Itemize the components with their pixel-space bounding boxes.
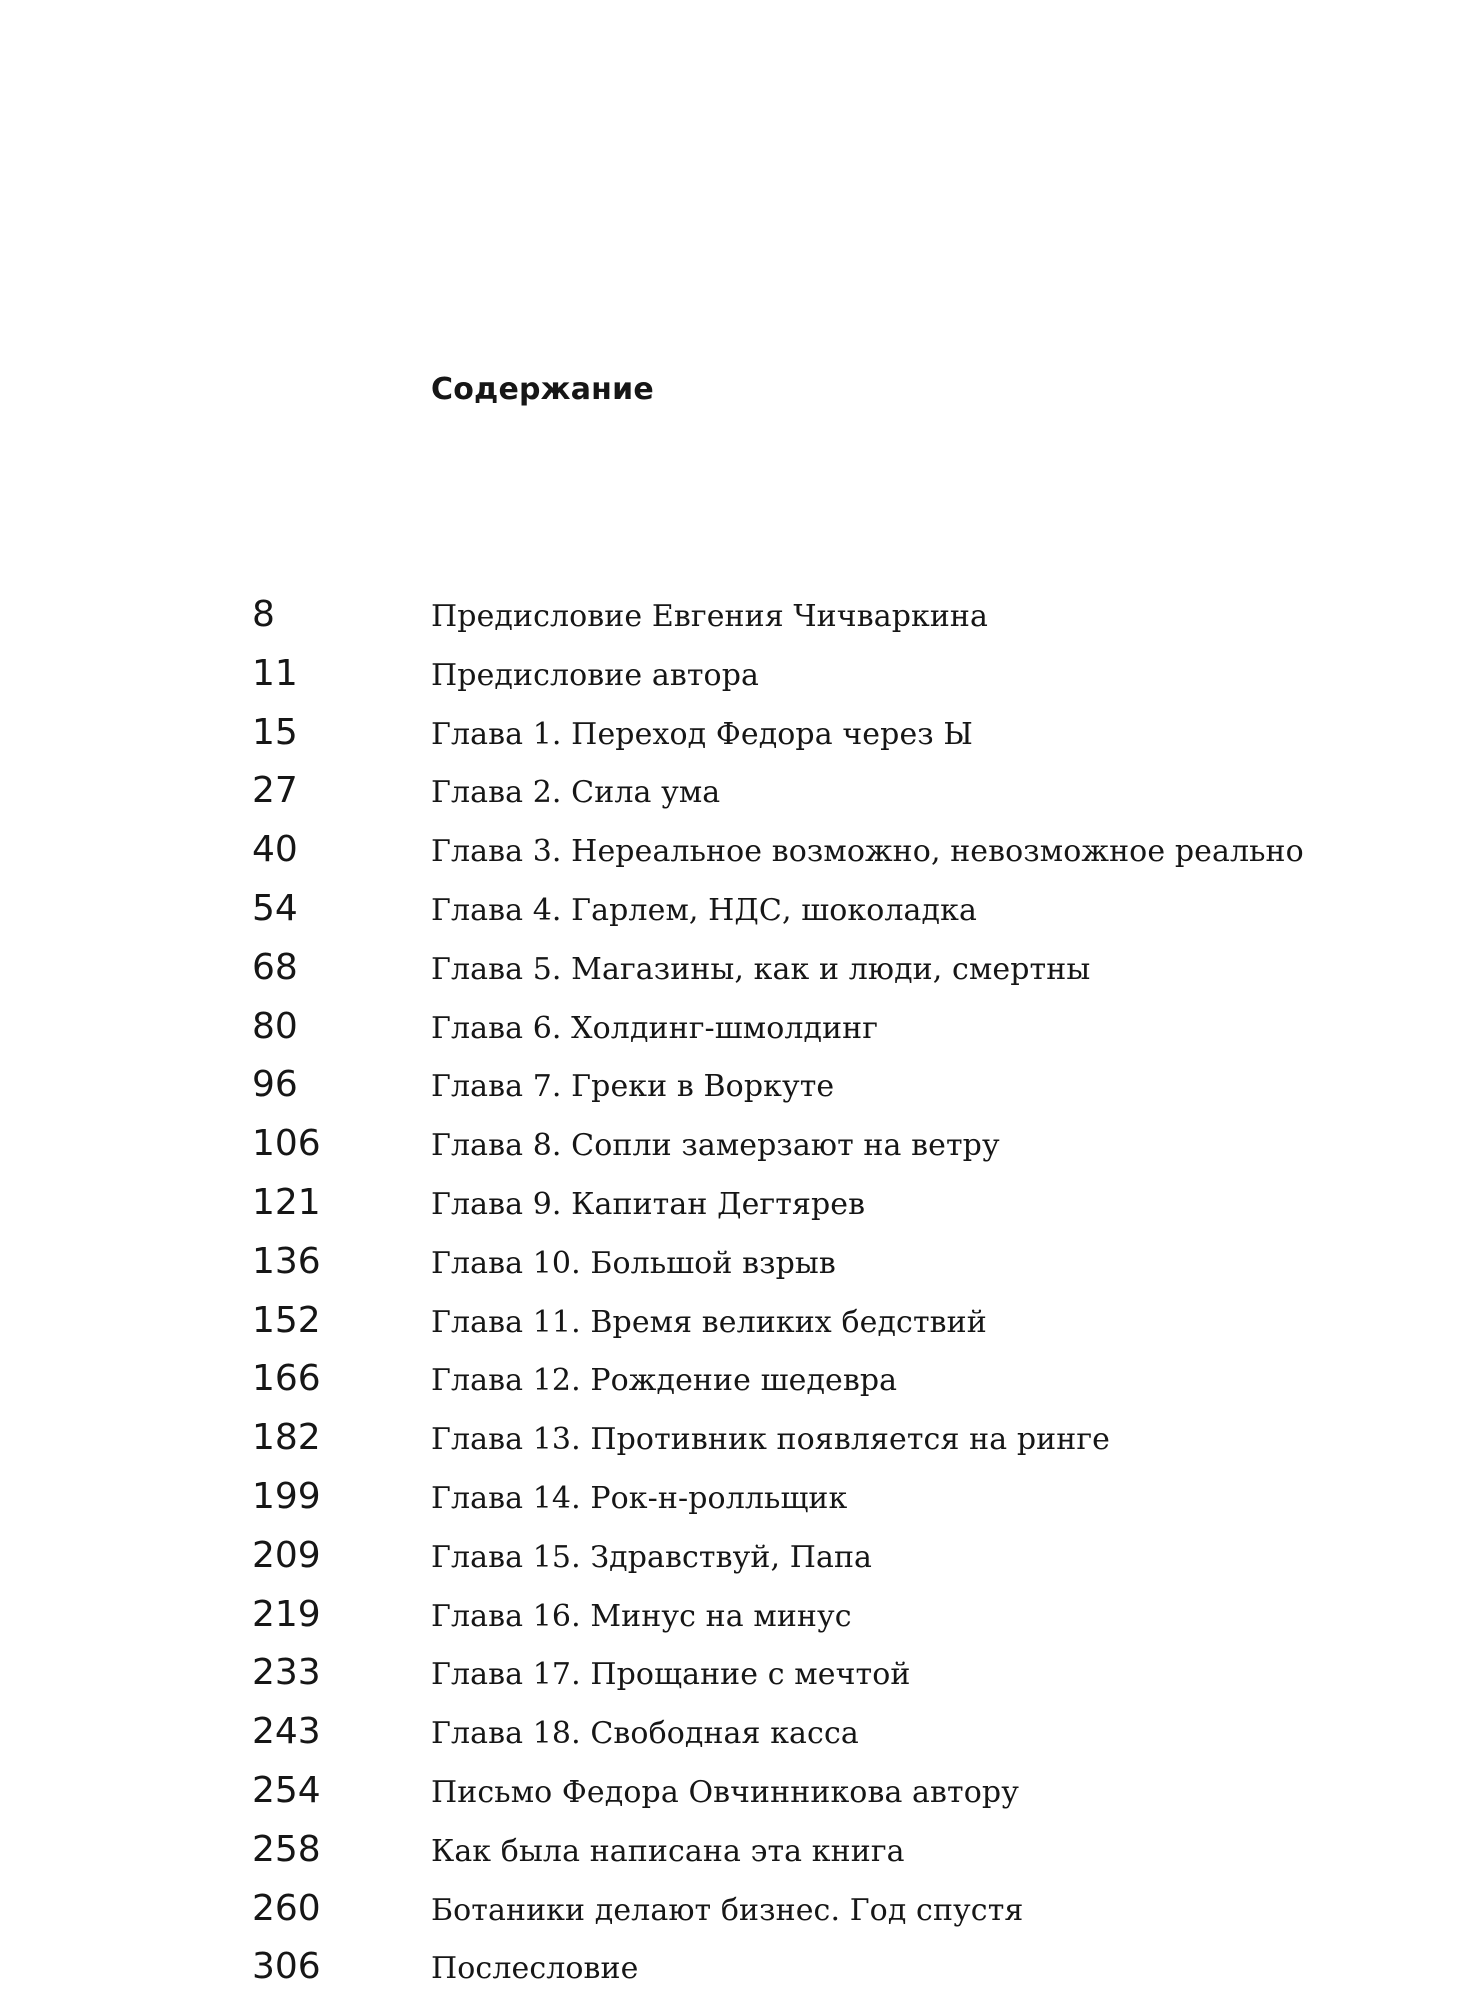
toc-entry	[252, 1117, 1432, 1176]
toc-page-number: 15	[252, 711, 298, 753]
toc-entry-title: Глава 9. Капитан Дегтярев	[431, 1186, 866, 1222]
toc-page-number: 80	[252, 1005, 298, 1047]
toc-entry-title: Ботаники делают бизнес. Год спустя	[431, 1892, 1024, 1928]
toc-page-number: 11	[252, 652, 298, 694]
toc-entry	[252, 1588, 1432, 1647]
toc-entry	[252, 882, 1432, 941]
toc-entry-title: Глава 8. Сопли замерзают на ветру	[431, 1128, 1000, 1164]
toc-entry	[252, 1882, 1432, 1941]
toc-page-number: 258	[252, 1828, 321, 1870]
toc-entry-title: Глава 14. Рок-н-ролльщик	[431, 1480, 848, 1516]
toc-entry-title: Глава 2. Сила ума	[431, 775, 721, 811]
toc-entry	[252, 1764, 1432, 1823]
toc-entry	[252, 823, 1432, 882]
toc-page-number: 306	[252, 1946, 321, 1988]
toc-entry-title: Глава 11. Время великих бедствий	[431, 1304, 987, 1340]
toc-page-number: 199	[252, 1475, 321, 1517]
toc-entry-title: Глава 16. Минус на минус	[431, 1598, 852, 1634]
toc-entry	[252, 1646, 1432, 1705]
toc-entry-title: Предисловие автора	[431, 657, 760, 693]
toc-page-number: 233	[252, 1652, 321, 1694]
toc-entry-title: Глава 15. Здравствуй, Папа	[431, 1539, 873, 1575]
toc-entry	[252, 1823, 1432, 1882]
toc-entry-title: Глава 13. Противник появляется на ринге	[431, 1422, 1111, 1458]
toc-page-number: 54	[252, 887, 298, 929]
toc-entry-title: Глава 10. Большой взрыв	[431, 1245, 836, 1281]
toc-page-number: 254	[252, 1769, 321, 1811]
toc-entry-title: Глава 18. Свободная касса	[431, 1716, 859, 1752]
toc-entry-title: Как была написана эта книга	[431, 1833, 905, 1869]
toc-entry-title: Глава 3. Нереальное возможно, невозможное реально	[431, 834, 1304, 870]
toc-entry	[252, 1705, 1432, 1764]
toc-entry-title: Предисловие Евгения Чичваркина	[431, 599, 989, 634]
toc-page-number: 27	[252, 770, 298, 812]
toc-entry	[252, 1470, 1432, 1529]
toc-entry	[252, 1235, 1432, 1294]
toc-entry-title: Послесловие	[431, 1951, 639, 1987]
toc-entry	[252, 647, 1432, 706]
toc-entry-title: Глава 7. Греки в Воркуте	[431, 1069, 835, 1105]
toc-page-number: 166	[252, 1358, 321, 1400]
toc-page-number: 219	[252, 1593, 321, 1635]
toc-page-number: 68	[252, 946, 298, 988]
table-of-contents	[252, 588, 1432, 1999]
toc-entry-title: Глава 12. Рождение шедевра	[431, 1363, 898, 1399]
toc-entry	[252, 1000, 1432, 1059]
toc-entry	[252, 1411, 1432, 1470]
toc-entry	[252, 764, 1432, 823]
toc-page-number: 106	[252, 1123, 321, 1165]
toc-entry	[252, 588, 1432, 647]
toc-entry	[252, 1176, 1432, 1235]
toc-entry	[252, 706, 1432, 765]
toc-entry	[252, 1940, 1432, 1999]
toc-page-number: 136	[252, 1240, 321, 1282]
toc-entry-title: Глава 6. Холдинг-шмолдинг	[431, 1010, 879, 1046]
toc-entry-title: Письмо Федора Овчинникова автору	[431, 1774, 1019, 1810]
toc-entry	[252, 1352, 1432, 1411]
toc-entry	[252, 941, 1432, 1000]
toc-page-number: 209	[252, 1534, 321, 1576]
toc-entry	[252, 1294, 1432, 1353]
toc-entry	[252, 1058, 1432, 1117]
toc-page-number: 96	[252, 1064, 298, 1106]
toc-page-number: 40	[252, 829, 298, 871]
page-title: Содержание	[431, 372, 654, 407]
toc-entry-title: Глава 5. Магазины, как и люди, смертны	[431, 951, 1091, 987]
toc-page-number: 243	[252, 1711, 321, 1753]
toc-page-number: 152	[252, 1299, 321, 1341]
toc-entry-title: Глава 4. Гарлем, НДС, шоколадка	[431, 892, 977, 928]
toc-entry-title: Глава 17. Прощание с мечтой	[431, 1657, 911, 1693]
toc-page-number: 260	[252, 1887, 321, 1929]
toc-page-number: 182	[252, 1417, 321, 1459]
toc-entry-title: Глава 1. Переход Федора через Ы	[431, 716, 974, 752]
toc-entry	[252, 1529, 1432, 1588]
toc-page-number: 8	[252, 594, 275, 635]
toc-page-number: 121	[252, 1181, 321, 1223]
